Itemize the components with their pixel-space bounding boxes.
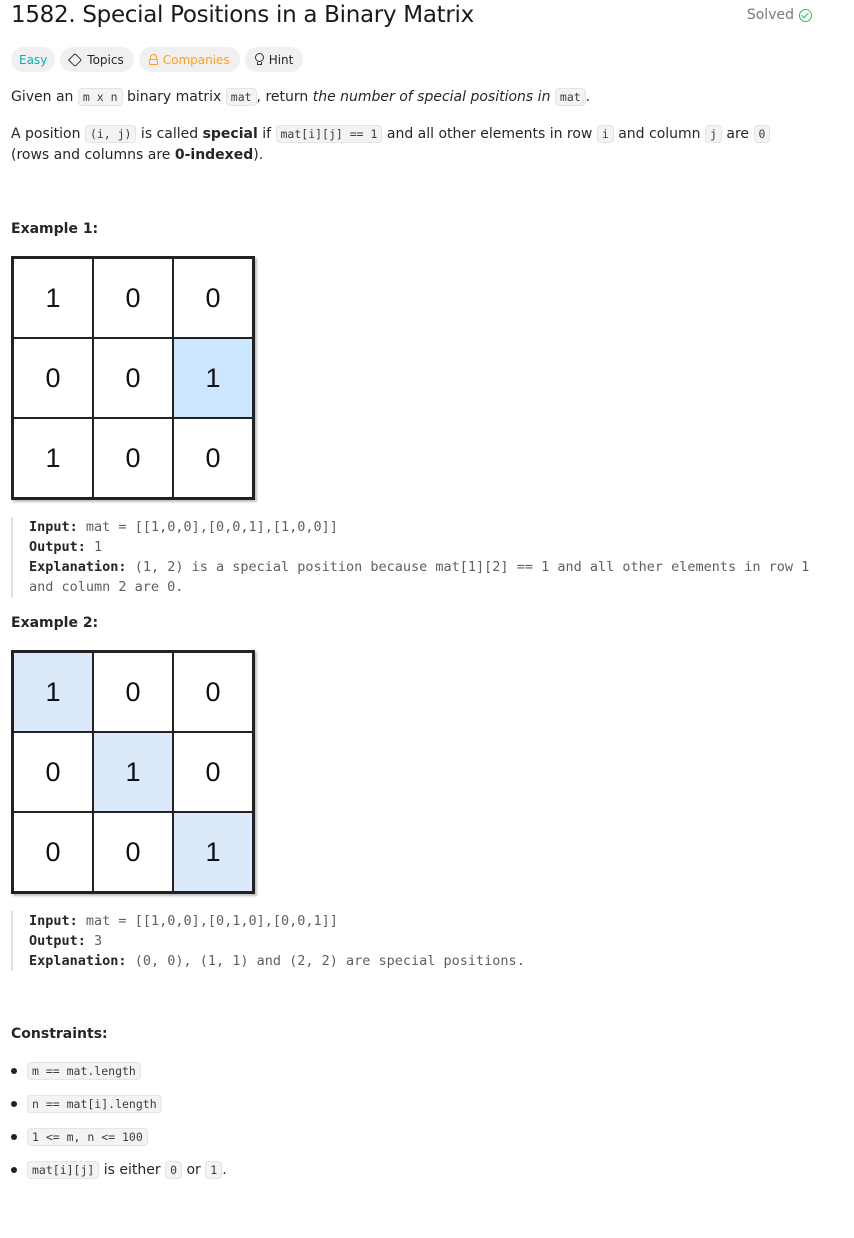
example-1-label: Example 1:: [11, 221, 99, 237]
text: A position: [11, 126, 85, 142]
difficulty-label: Easy: [19, 52, 48, 67]
constraint-item: [11, 1126, 227, 1159]
example-output-line: [29, 931, 811, 951]
matrix-cell: 0: [173, 652, 253, 732]
inline-code: mat[i][j] == 1: [276, 125, 383, 143]
inline-code: j: [705, 125, 722, 143]
inline-code: 1: [205, 1161, 222, 1179]
lock-icon: [149, 54, 158, 65]
hint-button[interactable]: [245, 47, 304, 72]
text: or: [182, 1162, 206, 1178]
explanation-value: (0, 0), (1, 1) and (2, 2) are special positions.: [134, 953, 525, 969]
companies-label: Companies: [162, 52, 230, 67]
text: ).: [253, 147, 264, 163]
constraints-list: [11, 1060, 227, 1192]
matrix-cell: 0: [173, 732, 253, 812]
lightbulb-icon: [255, 53, 264, 66]
matrix-cell: 0: [93, 652, 173, 732]
example-explanation-line: [29, 557, 818, 597]
inline-code: i: [597, 125, 614, 143]
topics-button[interactable]: [60, 47, 133, 72]
solved-status: [747, 7, 812, 23]
example-explanation-line: [29, 951, 811, 971]
example-2-block: [11, 911, 811, 971]
output-key: Output:: [29, 539, 86, 555]
example-2-matrix: [11, 650, 255, 894]
input-key: Input:: [29, 519, 78, 535]
matrix-cell: 0: [13, 338, 93, 418]
example-input-line: [29, 517, 811, 537]
matrix-cell: 0: [93, 418, 173, 498]
inline-code: 1 <= m, n <= 100: [27, 1128, 148, 1146]
matrix-cell: 0: [173, 418, 253, 498]
example-1-block: [11, 517, 818, 597]
matrix-cell: 0: [93, 338, 173, 418]
example-output-line: [29, 537, 811, 557]
inline-code: n == mat[i].length: [27, 1095, 162, 1113]
example-input-line: [29, 911, 811, 931]
description-paragraph-2: [11, 124, 811, 166]
hint-label: Hint: [268, 52, 294, 67]
explanation-key: Explanation:: [29, 953, 127, 969]
text: .: [222, 1162, 227, 1178]
inline-code: mat: [555, 88, 586, 106]
matrix-cell: 1: [13, 258, 93, 338]
constraint-item: [11, 1060, 227, 1093]
matrix-cell: 1: [13, 418, 93, 498]
text: binary matrix: [122, 89, 226, 105]
tag-bar: [11, 47, 303, 72]
text: is either: [99, 1162, 166, 1178]
example-2-label: Example 2:: [11, 615, 99, 631]
explanation-key: Explanation:: [29, 559, 127, 575]
matrix-cell: 0: [93, 258, 173, 338]
matrix-cell-highlighted: 1: [93, 732, 173, 812]
constraint-item: [11, 1159, 227, 1192]
constraints-heading: Constraints:: [11, 1026, 108, 1042]
matrix-cell-highlighted: 1: [13, 652, 93, 732]
constraint-item: [11, 1093, 227, 1126]
inline-code: m x n: [78, 88, 123, 106]
text: and all other elements in row: [382, 126, 597, 142]
matrix-cell-highlighted: 1: [173, 338, 253, 418]
emphasis-text: the number of special positions in: [312, 89, 555, 105]
input-key: Input:: [29, 913, 78, 929]
matrix-cell-highlighted: 1: [173, 812, 253, 892]
example-1-matrix: [11, 256, 255, 500]
bold-text: 0-indexed: [174, 147, 254, 163]
input-value: mat = [[1,0,0],[0,0,1],[1,0,0]]: [85, 519, 338, 535]
problem-title: 1582. Special Positions in a Binary Matrix: [11, 2, 474, 28]
inline-code: (i, j): [85, 125, 137, 143]
inline-code: 0: [754, 125, 771, 143]
text: Given an: [11, 89, 78, 105]
text: is called: [136, 126, 203, 142]
text: and column: [613, 126, 706, 142]
explanation-value: (1, 2) is a special position because mat[1][2] == 1 and all other elements in row 1 and column 2 are 0.: [29, 559, 818, 595]
text: are: [721, 126, 754, 142]
inline-code: m == mat.length: [27, 1062, 141, 1080]
inline-code: mat[i][j]: [27, 1161, 99, 1179]
tag-icon: [68, 52, 82, 66]
check-circle-icon: [799, 9, 812, 22]
matrix-cell: 0: [93, 812, 173, 892]
description-paragraph-1: [11, 87, 811, 108]
topics-label: Topics: [87, 52, 124, 67]
input-value: mat = [[1,0,0],[0,1,0],[0,0,1]]: [85, 913, 338, 929]
text: , return: [256, 89, 313, 105]
output-value: 3: [94, 933, 103, 949]
solved-label: Solved: [746, 7, 794, 23]
matrix-cell: 0: [13, 732, 93, 812]
text: (rows and columns are: [11, 147, 175, 163]
companies-button[interactable]: [139, 47, 240, 72]
bold-text: special: [202, 126, 258, 142]
output-key: Output:: [29, 933, 86, 949]
inline-code: 0: [165, 1161, 182, 1179]
matrix-cell: 0: [173, 258, 253, 338]
text: .: [585, 89, 591, 105]
text: if: [257, 126, 276, 142]
inline-code: mat: [226, 88, 257, 106]
output-value: 1: [94, 539, 103, 555]
difficulty-badge: [11, 47, 55, 72]
matrix-cell: 0: [13, 812, 93, 892]
